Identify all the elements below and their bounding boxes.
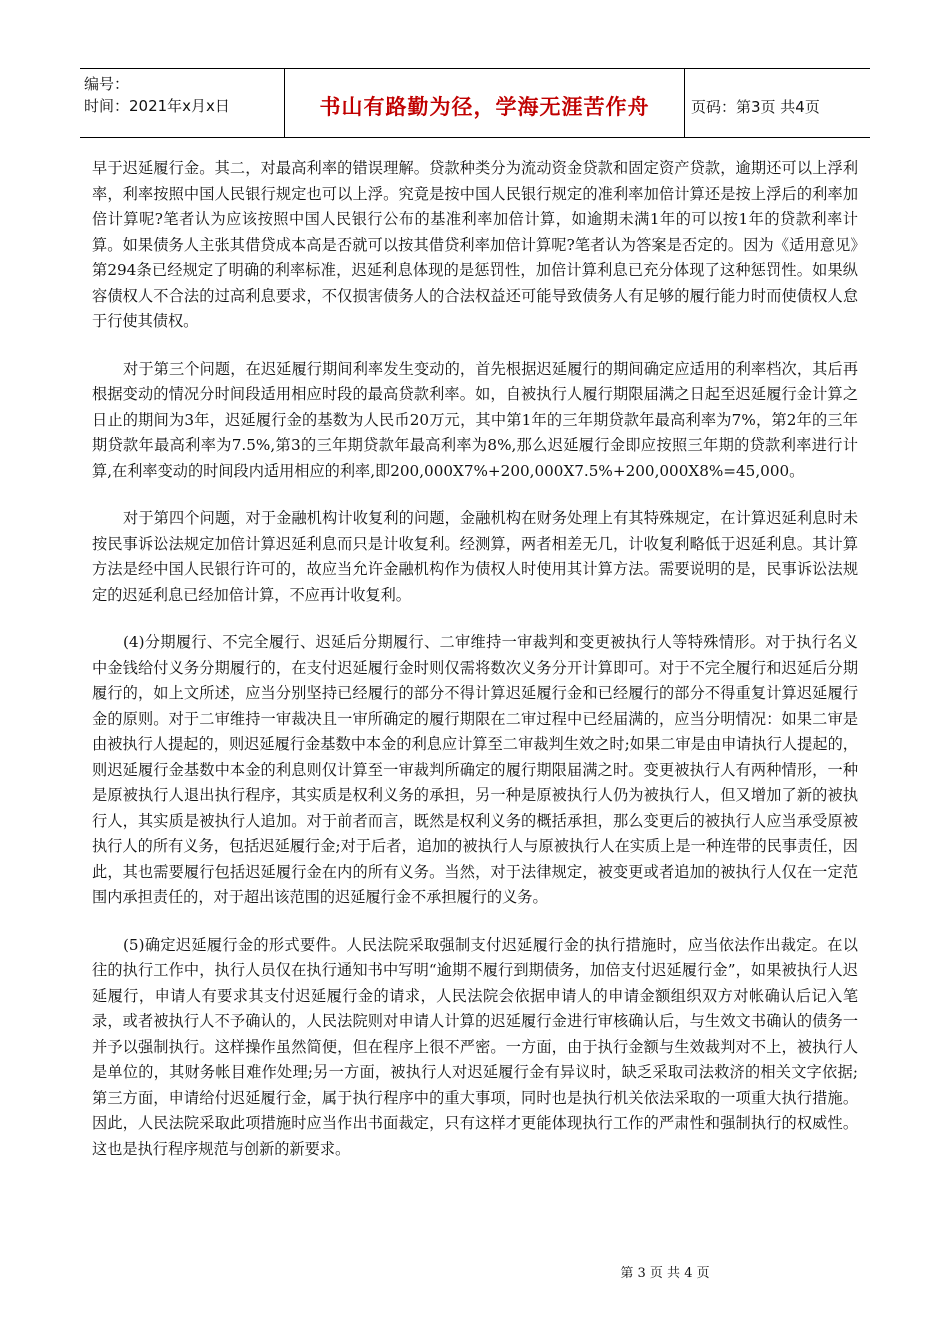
document-number-label: 编号： xyxy=(84,75,130,93)
document-date-label: 时间：2021年x月x日 xyxy=(84,97,230,115)
header-page-cell xyxy=(685,69,870,137)
paragraph-formal-requirements: (5)确定迟延履行金的形式要件。人民法院采取强制支付迟延履行金的执行措施时，应当依法作出裁定。在以往的执行工作中，执行人员仅在执行通知书中写明“逾期不履行到期债务，加倍支付迟延履行金”，如果被执行人迟延履行，申请人有要求其支付迟延履行金的请求，人民法院会依据申请人的申请金额组织双方对帐确认后记入笔录，或者被执行人不予确认的，人民法院则对申请人计算的迟延履行金进行审核确认后，与生效文书确认的债务一并予以强制执行。这样操作虽然简便，但在程序上很不严密。一方面，由于执行金额与生效裁判对不上，被执行人是单位的，其财务帐目难作处理;另一方面，被执行人对迟延履行金有异议时，缺乏采取司法救济的相关文字依据;第三方面，申请给付迟延履行金，属于执行程序中的重大事项，同时也是执行机关依法采取的一项重大执行措施。因此，人民法院采取此项措施时应当作出书面裁定，只有这样才更能体现执行工作的严肃性和强制执行的权威性。这也是执行程序规范与创新的新要求。 xyxy=(92,935,858,1158)
paragraph-continuation: 早于迟延履行金。其二，对最高利率的错误理解。贷款种类分为流动资金贷款和固定资产贷款，逾期还可以上浮利率，利率按照中国人民银行规定也可以上浮。究竟是按中国人民银行规定的准利率加倍计算还是按上浮后的利率加倍计算呢?笔者认为应该按照中国人民银行公布的基准利率加倍计算，如逾期未满1年的可以按1年的贷款利率计算。如果债务人主张其借贷成本高是否就可以按其借贷利率加倍计算呢?笔者认为答案是否定的。因为《适用意见》第294条已经规定了明确的利率标准，迟延利息体现的是惩罚性，加倍计算利息已充分体现了这种惩罚性。如果纵容债权人不合法的过高利息要求，不仅损害债务人的合法权益还可能导致债务人有足够的履行能力时而使债权人怠于行使其债权。 xyxy=(92,159,858,330)
document-body xyxy=(92,156,858,1184)
paragraph-special-cases: (4)分期履行、不完全履行、迟延后分期履行、二审维持一审裁判和变更被执行人等特殊情形。对于执行名义中金钱给付义务分期履行的，在支付迟延履行金时则仅需将数次义务分开计算即可。对于不完全履行和迟延后分期履行的，如上文所述，应当分别坚持已经履行的部分不得计算迟延履行金和已经履行的部分不得重复计算迟延履行金的原则。对于二审维持一审裁决且一审所确定的履行期限在二审过程中已经届满的，应当分明情况：如果二审是由被执行人提起的，则迟延履行金基数中本金的利息应计算至二审裁判生效之时;如果二审是由申请执行人提起的，则迟延履行金基数中本金的利息则仅计算至一审裁判所确定的履行期限届满之时。变更被执行人有两种情形，一种是原被执行人退出执行程序，其实质是权利义务的承担，另一种是原被执行人仍为被执行人，但又增加了新的被执行人，其实质是被执行人追加。对于前者而言，既然是权利义务的概括承担，那么变更后的被执行人应当承受原被执行人的所有义务，包括迟延履行金;对于后者，追加的被执行人与原被执行人在实质上是一种连带的民事责任，因此，其也需要履行包括迟延履行金在内的所有义务。当然，对于法律规定，被变更或者追加的被执行人仅在一定范围内承担责任的，对于超出该范围的迟延履行金不承担履行的义务。 xyxy=(92,633,858,906)
header-meta xyxy=(80,69,285,137)
paragraph-fourth-issue: 对于第四个问题，对于金融机构计收复利的问题，金融机构在财务处理上有其特殊规定，在计算迟延利息时未按民事诉讼法规定加倍计算迟延利息而只是计收复利。经测算，两者相差无几，计收复利略低于迟延利息。其计算方法是经中国人民银行许可的，故应当允许金融机构作为债权人时使用其计算方法。需要说明的是，民事诉讼法规定的迟延利息已经加倍计算，不应再计收复利。 xyxy=(92,509,858,604)
paragraph-third-issue: 对于第三个问题，在迟延履行期间利率发生变动的，首先根据迟延履行的期间确定应适用的利率档次，其后再根据变动的情况分时间段适用相应时段的最高贷款利率。如，自被执行人履行期限届满之日起至迟延履行金计算之日止的期间为3年，迟延履行金的基数为人民币20万元，其中第1年的三年期贷款年最高利率为7%，第2年的三年期贷款年最高利率为7.5%,第3的三年期贷款年最高利率为8%,那么迟延履行金即应按照三年期的贷款利率进行计算,在利率变动的时间段内适用相应的利率,即200,000X7%+200,000X7.5%+200,000X8%=45,000。 xyxy=(92,359,858,480)
header-motto: 书山有路勤为径，学海无涯苦作舟 xyxy=(319,95,650,119)
header-table xyxy=(80,68,870,138)
header-page-info: 页码：第3页 共4页 xyxy=(691,97,820,116)
page-footer: 第 3 页 共 4 页 xyxy=(620,1266,710,1281)
header-motto-cell xyxy=(285,69,685,137)
